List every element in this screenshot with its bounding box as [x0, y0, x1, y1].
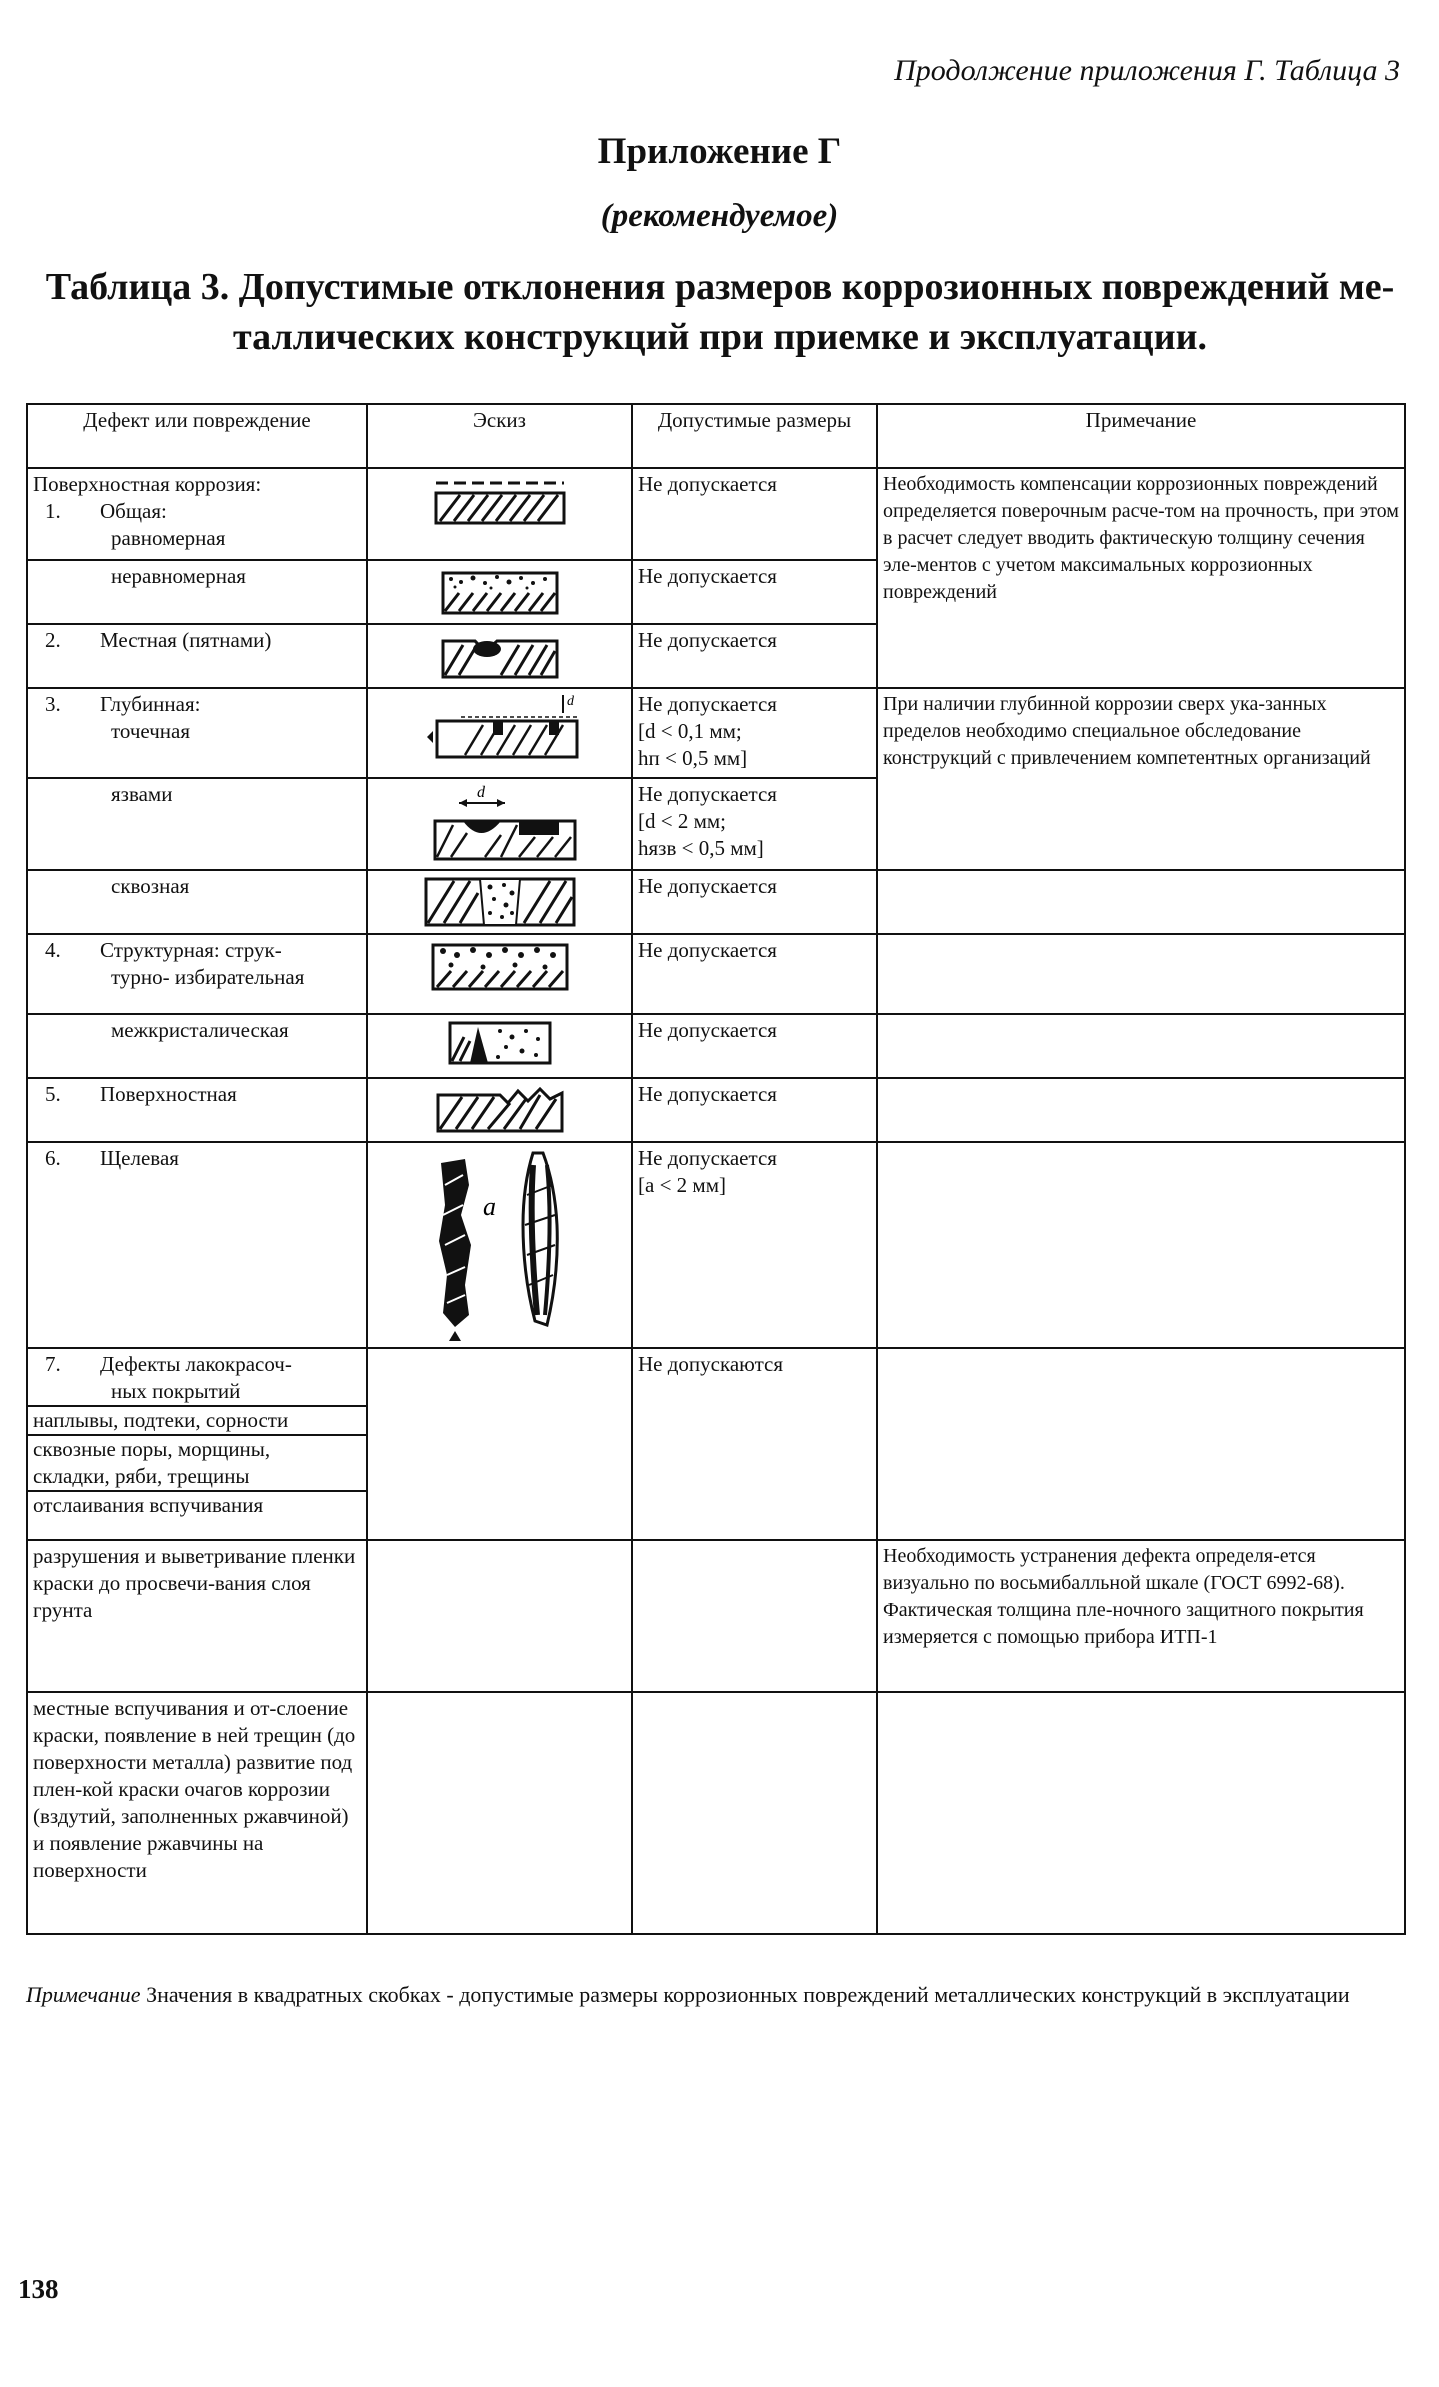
- sketch-surface: [367, 1078, 632, 1142]
- allowed-value: Не допускается: [638, 874, 777, 898]
- row-number: 5.: [45, 1082, 61, 1106]
- paint-defects-label-cont: ных покрытий: [111, 1379, 241, 1403]
- non-uniform-corrosion-sketch: [435, 563, 565, 619]
- paint-destruction-label: разрушения и выветривание пленки краски до просвечи-вания слоя грунта: [33, 1544, 356, 1622]
- table-row: [27, 934, 1405, 1014]
- footnote-label: Примечание: [26, 1982, 141, 2007]
- ulcer-corrosion-sketch: [415, 781, 585, 867]
- allowed-value: Не допускается: [638, 692, 777, 716]
- pitting-h-limit: hп < 0,5 мм]: [638, 746, 748, 770]
- surface-label: Поверхностная: [100, 1082, 237, 1106]
- allowed-value: Не допускается: [638, 1082, 777, 1106]
- structural-label: Структурная: струк-: [100, 938, 282, 962]
- local-label: Местная (пятнами): [100, 628, 272, 652]
- cell-defect: [27, 1014, 367, 1078]
- note-paint: Необходимость устранения дефекта определя-ется визуально по восьмибалльной шкале (ГОСТ 6992-68). Фактическая толщина пле-ночного защитного покрытия измеряется с помощью прибора ИТП-1: [877, 1540, 1405, 1692]
- table-row: [27, 1540, 1405, 1692]
- table-row: [27, 1142, 1405, 1348]
- sketch-intercrystalline: [367, 1014, 632, 1078]
- cell-allowed: [632, 688, 877, 778]
- allowed-value: Не допускаются: [638, 1352, 784, 1376]
- header-sketch: Эскиз: [367, 404, 632, 468]
- pitting-label: точечная: [111, 719, 190, 743]
- appendix-title: Приложение Г: [597, 131, 842, 172]
- structural-corrosion-sketch: [425, 937, 575, 995]
- defects-table: [26, 403, 1406, 1935]
- note-deep: При наличии глубинной коррозии сверх ука-занных пределов необходимо специальное обследование конструкций с привлечением компетентных организаций: [877, 688, 1405, 870]
- row-number: 7.: [45, 1352, 61, 1376]
- table-row: [27, 468, 1405, 560]
- pitting-corrosion-sketch: [415, 691, 585, 771]
- cell-allowed: [632, 934, 877, 1014]
- structural-label-cont: турно- избирательная: [111, 965, 305, 989]
- cell-allowed: [632, 1142, 877, 1348]
- allowed-value: Не допускается: [638, 472, 777, 496]
- paint-defect-peeling: отслаивания вспучивания: [28, 1490, 366, 1519]
- cell-allowed: [632, 1014, 877, 1078]
- cell-defect: [27, 1540, 367, 1692]
- note-general: Необходимость компенсации коррозионных повреждений определяется поверочным расче-том на прочность, при этом в расчет следует вводить фактическую толщину сечения эле-ментов с учетом максимальных коррозионных повреждений: [877, 468, 1405, 688]
- through-corrosion-sketch: [420, 873, 580, 931]
- cell-defect: [27, 624, 367, 688]
- cell-sketch-empty: [367, 1692, 632, 1934]
- paint-defect-pores-line2: складки, ряби, трещины: [33, 1464, 250, 1488]
- uniform-corrosion-sketch: [430, 471, 570, 527]
- header-allowed: Допустимые размеры: [632, 404, 877, 468]
- header-defect: Дефект или повреждение: [27, 404, 367, 468]
- table-row: [27, 1348, 1405, 1540]
- row-number: 2.: [45, 628, 61, 652]
- cell-allowed: [632, 560, 877, 624]
- sketch-ulcer: [367, 778, 632, 870]
- cell-sketch-empty: [367, 1540, 632, 1692]
- cell-note-empty: [877, 1014, 1405, 1078]
- row-number: 6.: [45, 1146, 61, 1170]
- table-row: [27, 688, 1405, 778]
- table-title-line2: таллических конструкций при приемке и эксплуатации.: [233, 316, 1207, 358]
- ulcer-label: язвами: [111, 782, 173, 806]
- cell-allowed: [632, 468, 877, 560]
- cell-note-empty: [877, 1692, 1405, 1934]
- cell-note-empty: [877, 1142, 1405, 1348]
- ulcer-d-limit: [d < 2 мм;: [638, 809, 726, 833]
- row-number: 3.: [45, 692, 61, 716]
- pitting-d-label: d: [566, 694, 574, 709]
- cell-defect: [27, 1142, 367, 1348]
- intercrystalline-corrosion-sketch: [440, 1017, 560, 1069]
- cell-sketch-empty: [367, 1348, 632, 1540]
- crevice-a-limit: [a < 2 мм]: [638, 1173, 726, 1197]
- crevice-label: Щелевая: [100, 1146, 179, 1170]
- cell-allowed: [632, 624, 877, 688]
- appendix-subtitle: (рекомендуемое): [600, 198, 839, 234]
- table-row: [27, 1078, 1405, 1142]
- row-number: 1.: [45, 499, 61, 523]
- surface-corrosion-label: Поверхностная коррозия:: [33, 472, 262, 496]
- cell-allowed-empty: [632, 1540, 877, 1692]
- running-head: Продолжение приложения Г. Таблица 3: [894, 54, 1400, 87]
- paint-defects-label: Дефекты лакокрасоч-: [100, 1352, 292, 1376]
- cell-defect: [27, 560, 367, 624]
- cell-allowed: [632, 870, 877, 934]
- paint-defect-sagging: наплывы, подтеки, сорности: [28, 1405, 366, 1434]
- cell-note-empty: [877, 1078, 1405, 1142]
- pitting-d-limit: [d < 0,1 мм;: [638, 719, 742, 743]
- sketch-structural: [367, 934, 632, 1014]
- table-row: [27, 1014, 1405, 1078]
- table-row: [27, 1692, 1405, 1934]
- table-title: [40, 262, 1400, 362]
- sketch-uniform: [367, 468, 632, 560]
- header-note: Примечание: [877, 404, 1405, 468]
- local-blistering-label: местные вспучивания и от-слоение краски, появление в ней трещин (до поверхности металла) развитие под плен-кой краски очагов коррозии (вздутий, заполненных ржавчиной) и появление ржавчины на поверхности: [33, 1696, 356, 1882]
- cell-defect: [27, 934, 367, 1014]
- general-label: Общая:: [100, 499, 167, 523]
- crevice-a-label: a: [482, 1192, 496, 1221]
- table-title-line1: Таблица 3. Допустимые отклонения размеров коррозионных повреждений ме-: [45, 266, 1395, 308]
- sketch-local: [367, 624, 632, 688]
- cell-allowed: [632, 1348, 877, 1540]
- footnote-text: Значения в квадратных скобках - допустимые размеры коррозионных повреждений металлических конструкций в эксплуатации: [140, 1982, 1350, 2007]
- allowed-value: Не допускается: [638, 938, 777, 962]
- intercrystalline-label: межкристалическая: [111, 1018, 289, 1042]
- row-number: 4.: [45, 938, 61, 962]
- through-label: сквозная: [111, 874, 190, 898]
- sketch-non-uniform: [367, 560, 632, 624]
- allowed-value: Не допускается: [638, 564, 777, 588]
- cell-allowed: [632, 1078, 877, 1142]
- allowed-value: Не допускается: [638, 1018, 777, 1042]
- cell-note-empty: [877, 1348, 1405, 1540]
- cell-allowed: [632, 778, 877, 870]
- ulcer-h-limit: hязв < 0,5 мм]: [638, 836, 764, 860]
- sketch-crevice: [367, 1142, 632, 1348]
- allowed-value: Не допускается: [638, 1146, 777, 1170]
- local-corrosion-sketch: [435, 627, 565, 683]
- cell-note-empty: [877, 870, 1405, 934]
- paint-defect-pores-line1: сквозные поры, морщины,: [33, 1437, 271, 1461]
- paint-defect-pores: [28, 1434, 366, 1490]
- allowed-value: Не допускается: [638, 782, 777, 806]
- ulcer-d-label: d: [476, 784, 485, 801]
- cell-defect: [27, 468, 367, 560]
- cell-defect: [27, 1078, 367, 1142]
- cell-defect: [27, 870, 367, 934]
- cell-defect: [27, 1348, 367, 1540]
- surface-corrosion-sketch: [430, 1081, 570, 1137]
- cell-defect: [27, 1692, 367, 1934]
- cell-defect: [27, 778, 367, 870]
- non-uniform-label: неравномерная: [111, 564, 246, 588]
- footnote: [26, 1980, 1406, 2010]
- allowed-value: Не допускается: [638, 628, 777, 652]
- table-row: [27, 870, 1405, 934]
- cell-allowed-empty: [632, 1692, 877, 1934]
- sketch-through: [367, 870, 632, 934]
- uniform-label: равномерная: [111, 526, 226, 550]
- cell-defect: [27, 688, 367, 778]
- deep-label: Глубинная:: [100, 692, 201, 716]
- crevice-corrosion-sketch: [425, 1145, 575, 1341]
- cell-note-empty: [877, 934, 1405, 1014]
- sketch-pitting: [367, 688, 632, 778]
- table-header-row: [27, 404, 1405, 468]
- page-number: 138: [18, 2274, 59, 2304]
